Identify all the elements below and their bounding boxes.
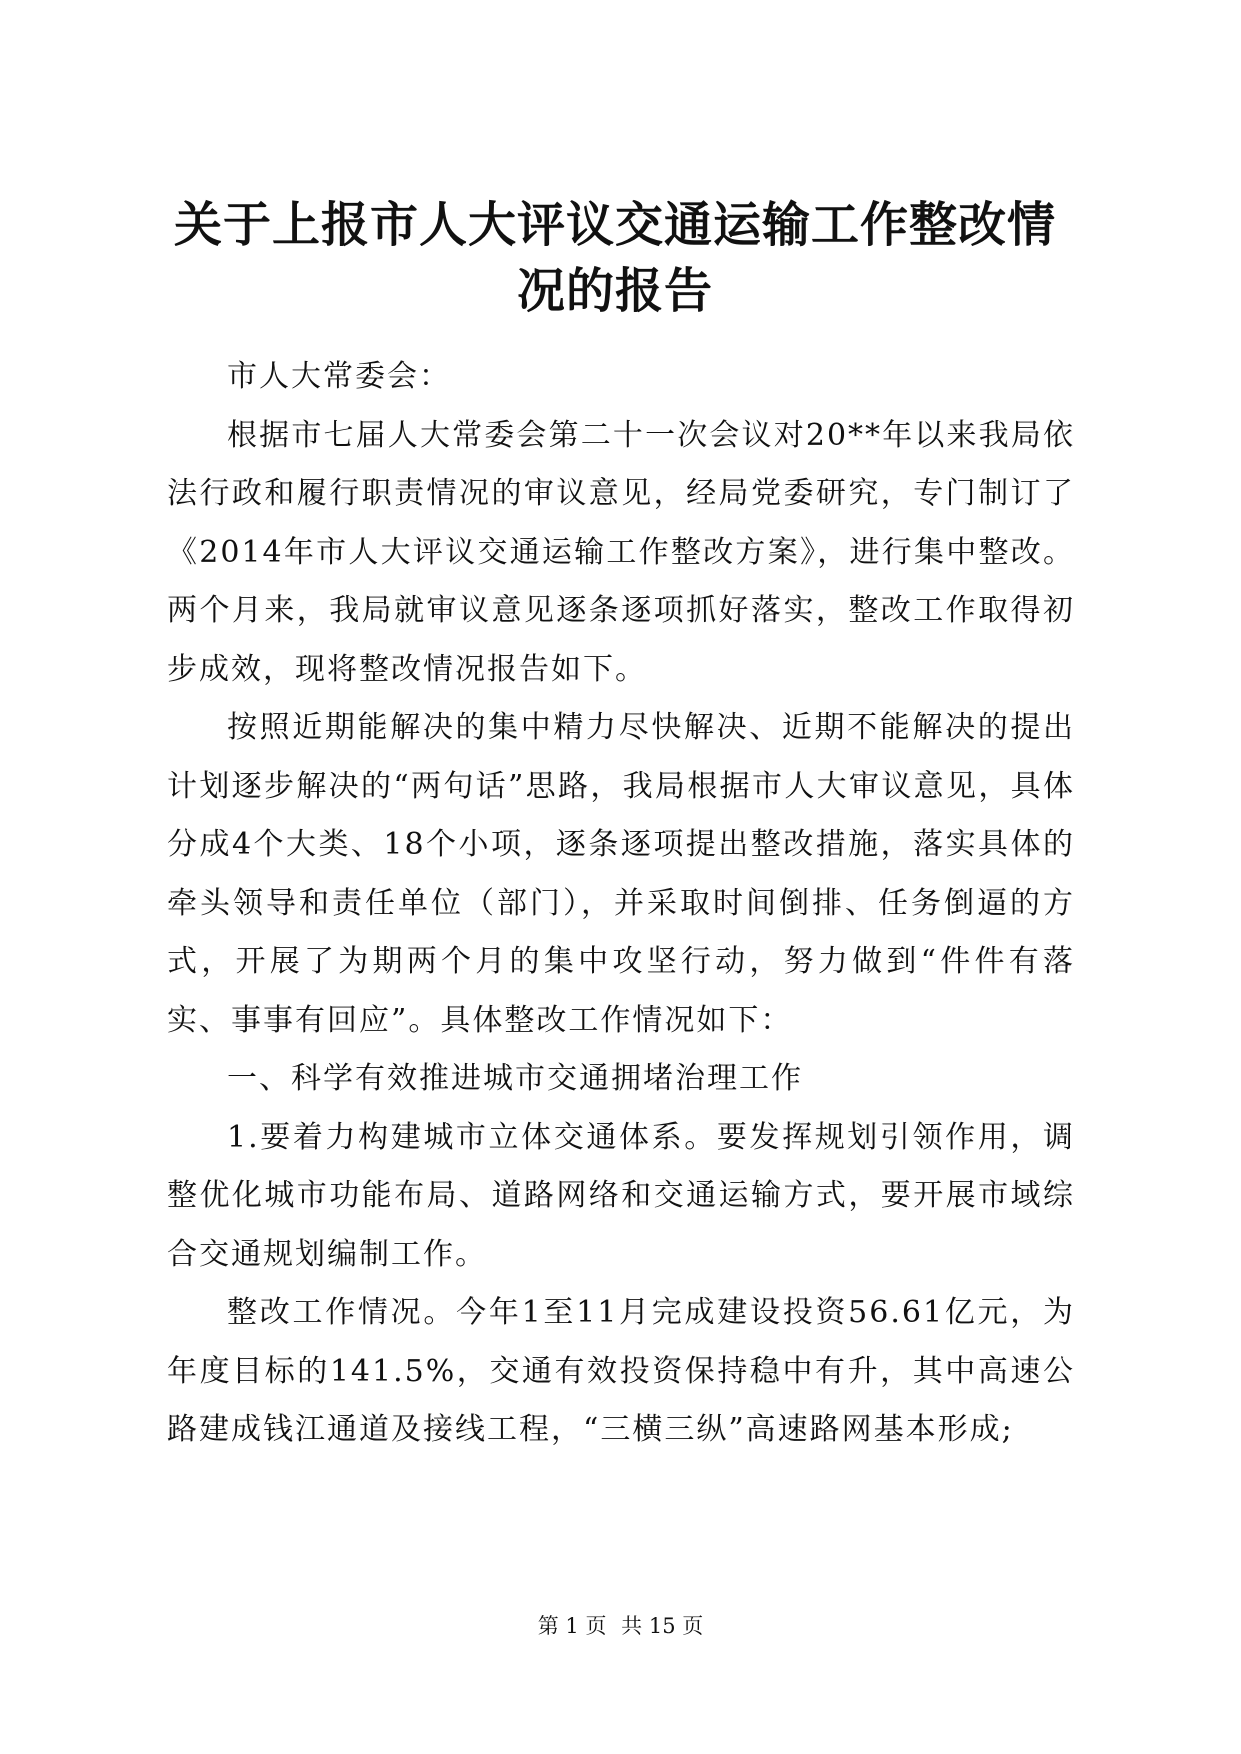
salutation: 市人大常委会： — [227, 359, 451, 394]
paragraph-item-1: 1.要着力构建城市立体交通体系。要发挥规划引领作用，调整优化城市功能布局、道路网络和交通运输方式，要开展市域综合交通规划编制工作。 — [167, 1119, 1075, 1272]
paragraph-approach: 按照近期能解决的集中精力尽快解决、近期不能解决的提出计划逐步解决的“两句话”思路，我局根据市人大审议意见，具体分成4个大类、18个小项，逐条逐项提出整改措施，落实具体的牵头领导和责任单位（部门），并采取时间倒排、任务倒逼的方式，开展了为期两个月的集中攻坚行动，努力做到“件件有落实、事事有回应”。具体整改工作情况如下： — [167, 710, 1075, 1038]
document-body — [167, 348, 1075, 1460]
paragraph-progress: 整改工作情况。今年1至11月完成建设投资56.61亿元，为年度目标的141.5%，交通有效投资保持稳中有升，其中高速公路建成钱江通道及接线工程，“三横三纵”高速路网基本形成; — [167, 1295, 1075, 1447]
page-number: 第 1 页 — [537, 1614, 607, 1638]
page-footer — [0, 1610, 1241, 1640]
document-title: 关于上报市人大评议交通运输工作整改情况的报告 — [173, 197, 1056, 319]
page-total: 共 15 页 — [621, 1614, 704, 1638]
paragraph-intro: 根据市七届人大常委会第二十一次会议对20**年以来我局依法行政和履行职责情况的审议意见，经局党委研究，专门制订了《2014年市人大评议交通运输工作整改方案》，进行集中整改。两个月来，我局就审议意见逐条逐项抓好落实，整改工作取得初步成效，现将整改情况报告如下。 — [167, 417, 1075, 687]
section-heading: 一、科学有效推进城市交通拥堵治理工作 — [227, 1061, 803, 1096]
